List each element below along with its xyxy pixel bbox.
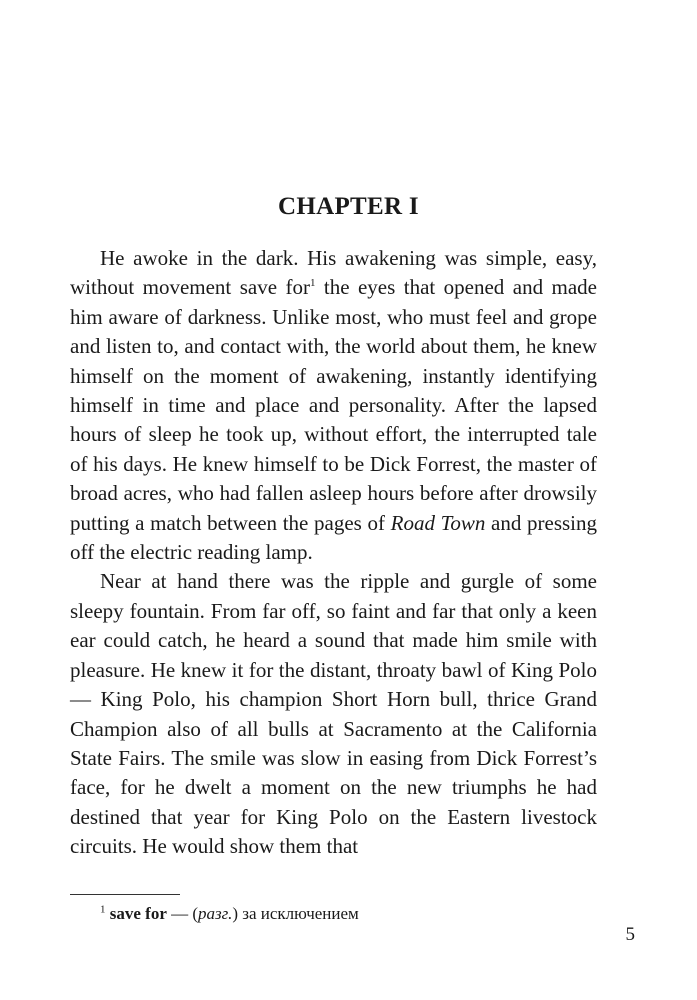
paragraph-1-text-a: He awoke in the dark. His awakening was simple, easy, without movement save for: [70, 246, 597, 300]
chapter-title: CHAPTER I: [278, 193, 419, 220]
paragraph-1: [70, 244, 597, 567]
page-number: 5: [625, 924, 635, 945]
footnote-reference: 1: [309, 277, 316, 290]
footnote-dash: — (: [166, 904, 199, 923]
book-title-road-town: Road Town: [390, 510, 486, 535]
footnote-abbreviation: разг.: [198, 904, 233, 923]
footnote: [100, 902, 359, 926]
paragraph-1-text-b: the eyes that opened and made him aware of darkness. Unlike most, who must feel and grope and listen to, and contact with, the world about them, he knew himself on the moment of awakening, instantly identifying himself in time and place and personality. After the lapsed hours of sleep he took up, without effort, the interrupted tale of his days. He knew himself to be Dick Forrest, the master of broad acres, who had fallen asleep hours before after drowsily putting a match between the pages of: [70, 275, 597, 535]
footnote-marker: 1: [100, 903, 106, 916]
paragraph-2: Near at hand there was the ripple and gurgle of some sleepy fountain. From far off, so faint and far that only a keen ear could catch, he heard a sound that made him smile with pleasure. He knew it for the distant, throaty bawl of King Polo — King Polo, his champion Short Horn bull, thrice Grand Champion also of all bulls at Sacramento at the California State Fairs. The smile was slow in easing from Dick Forrest’s face, for he dwelt a moment on the new triumphs he had destined that year for King Polo on the Eastern livestock circuits. He would show them that: [70, 569, 597, 859]
footnote-translation: ) за исключением: [232, 904, 359, 923]
paragraph-1-text-c: and pressing off the electric reading lamp.: [70, 510, 597, 565]
footnote-divider: [70, 894, 180, 895]
body-text: [70, 244, 597, 862]
footnote-term: save for: [109, 904, 167, 923]
